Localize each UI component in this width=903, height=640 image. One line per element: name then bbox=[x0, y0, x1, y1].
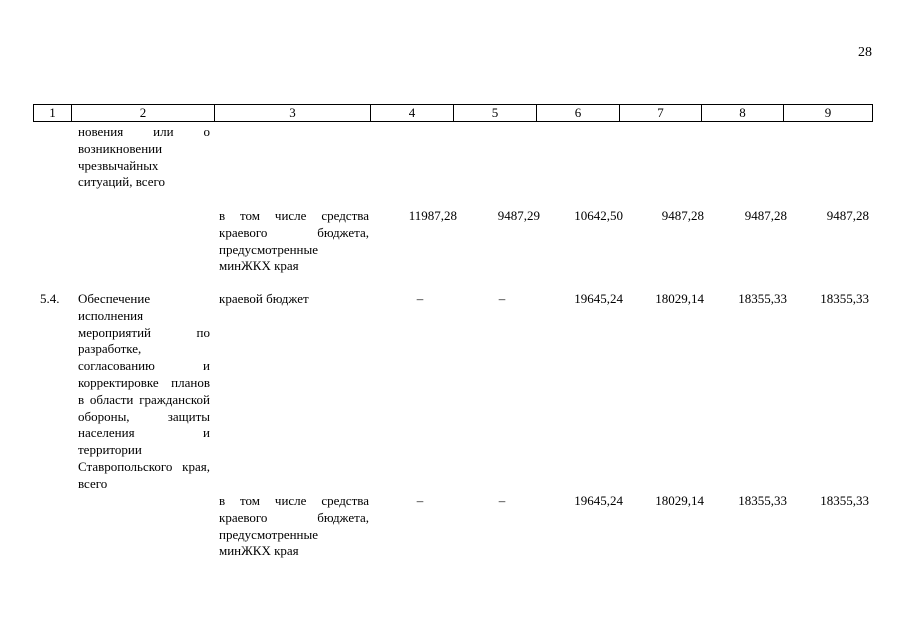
value-col-7: 18029,14 bbox=[655, 493, 704, 508]
header-cell: 7 bbox=[620, 105, 702, 122]
row-name-cell: Обеспечение исполнения мероприятий по разработке, согласованию и корректировке планов в области гражданской обороны, защиты населения и территории Ставропольского края, всего bbox=[78, 291, 210, 491]
value-col-4: – bbox=[416, 291, 424, 306]
value-col-6: 19645,24 bbox=[574, 291, 623, 306]
row-source-cell: в том числе средства краевого бюджета, предусмотренные минЖКХ края bbox=[219, 208, 369, 274]
header-cell: 9 bbox=[784, 105, 873, 122]
value-col-9: 9487,28 bbox=[826, 208, 869, 223]
row-index-cell: 5.4. bbox=[40, 291, 60, 306]
header-row bbox=[34, 105, 873, 122]
value-col-6: 19645,24 bbox=[574, 493, 623, 508]
column-number-header bbox=[33, 104, 873, 122]
value-col-5: – bbox=[498, 493, 506, 508]
value-col-9: 18355,33 bbox=[820, 493, 869, 508]
value-col-6: 10642,50 bbox=[574, 208, 623, 223]
value-col-8: 18355,33 bbox=[738, 493, 787, 508]
header-cell: 8 bbox=[702, 105, 784, 122]
value-col-9: 18355,33 bbox=[820, 291, 869, 306]
row-source-cell: краевой бюджет bbox=[219, 291, 309, 306]
value-col-4: – bbox=[416, 493, 424, 508]
header-cell: 3 bbox=[215, 105, 371, 122]
value-col-7: 9487,28 bbox=[661, 208, 704, 223]
header-cell: 5 bbox=[454, 105, 537, 122]
value-col-5: – bbox=[498, 291, 506, 306]
value-col-8: 9487,28 bbox=[744, 208, 787, 223]
header-cell: 1 bbox=[34, 105, 72, 122]
value-col-8: 18355,33 bbox=[738, 291, 787, 306]
value-col-7: 18029,14 bbox=[655, 291, 704, 306]
value-col-5: 9487,29 bbox=[497, 208, 540, 223]
header-cell: 4 bbox=[371, 105, 454, 122]
page-number: 28 bbox=[858, 45, 872, 60]
header-cell: 2 bbox=[72, 105, 215, 122]
row-name-cell: новения или о возникновении чрезвычайных ситуаций, всего bbox=[78, 124, 210, 190]
row-source-cell: в том числе средства краевого бюджета, предусмотренные минЖКХ края bbox=[219, 493, 369, 559]
header-cell: 6 bbox=[537, 105, 620, 122]
value-col-4: 11987,28 bbox=[408, 208, 457, 223]
